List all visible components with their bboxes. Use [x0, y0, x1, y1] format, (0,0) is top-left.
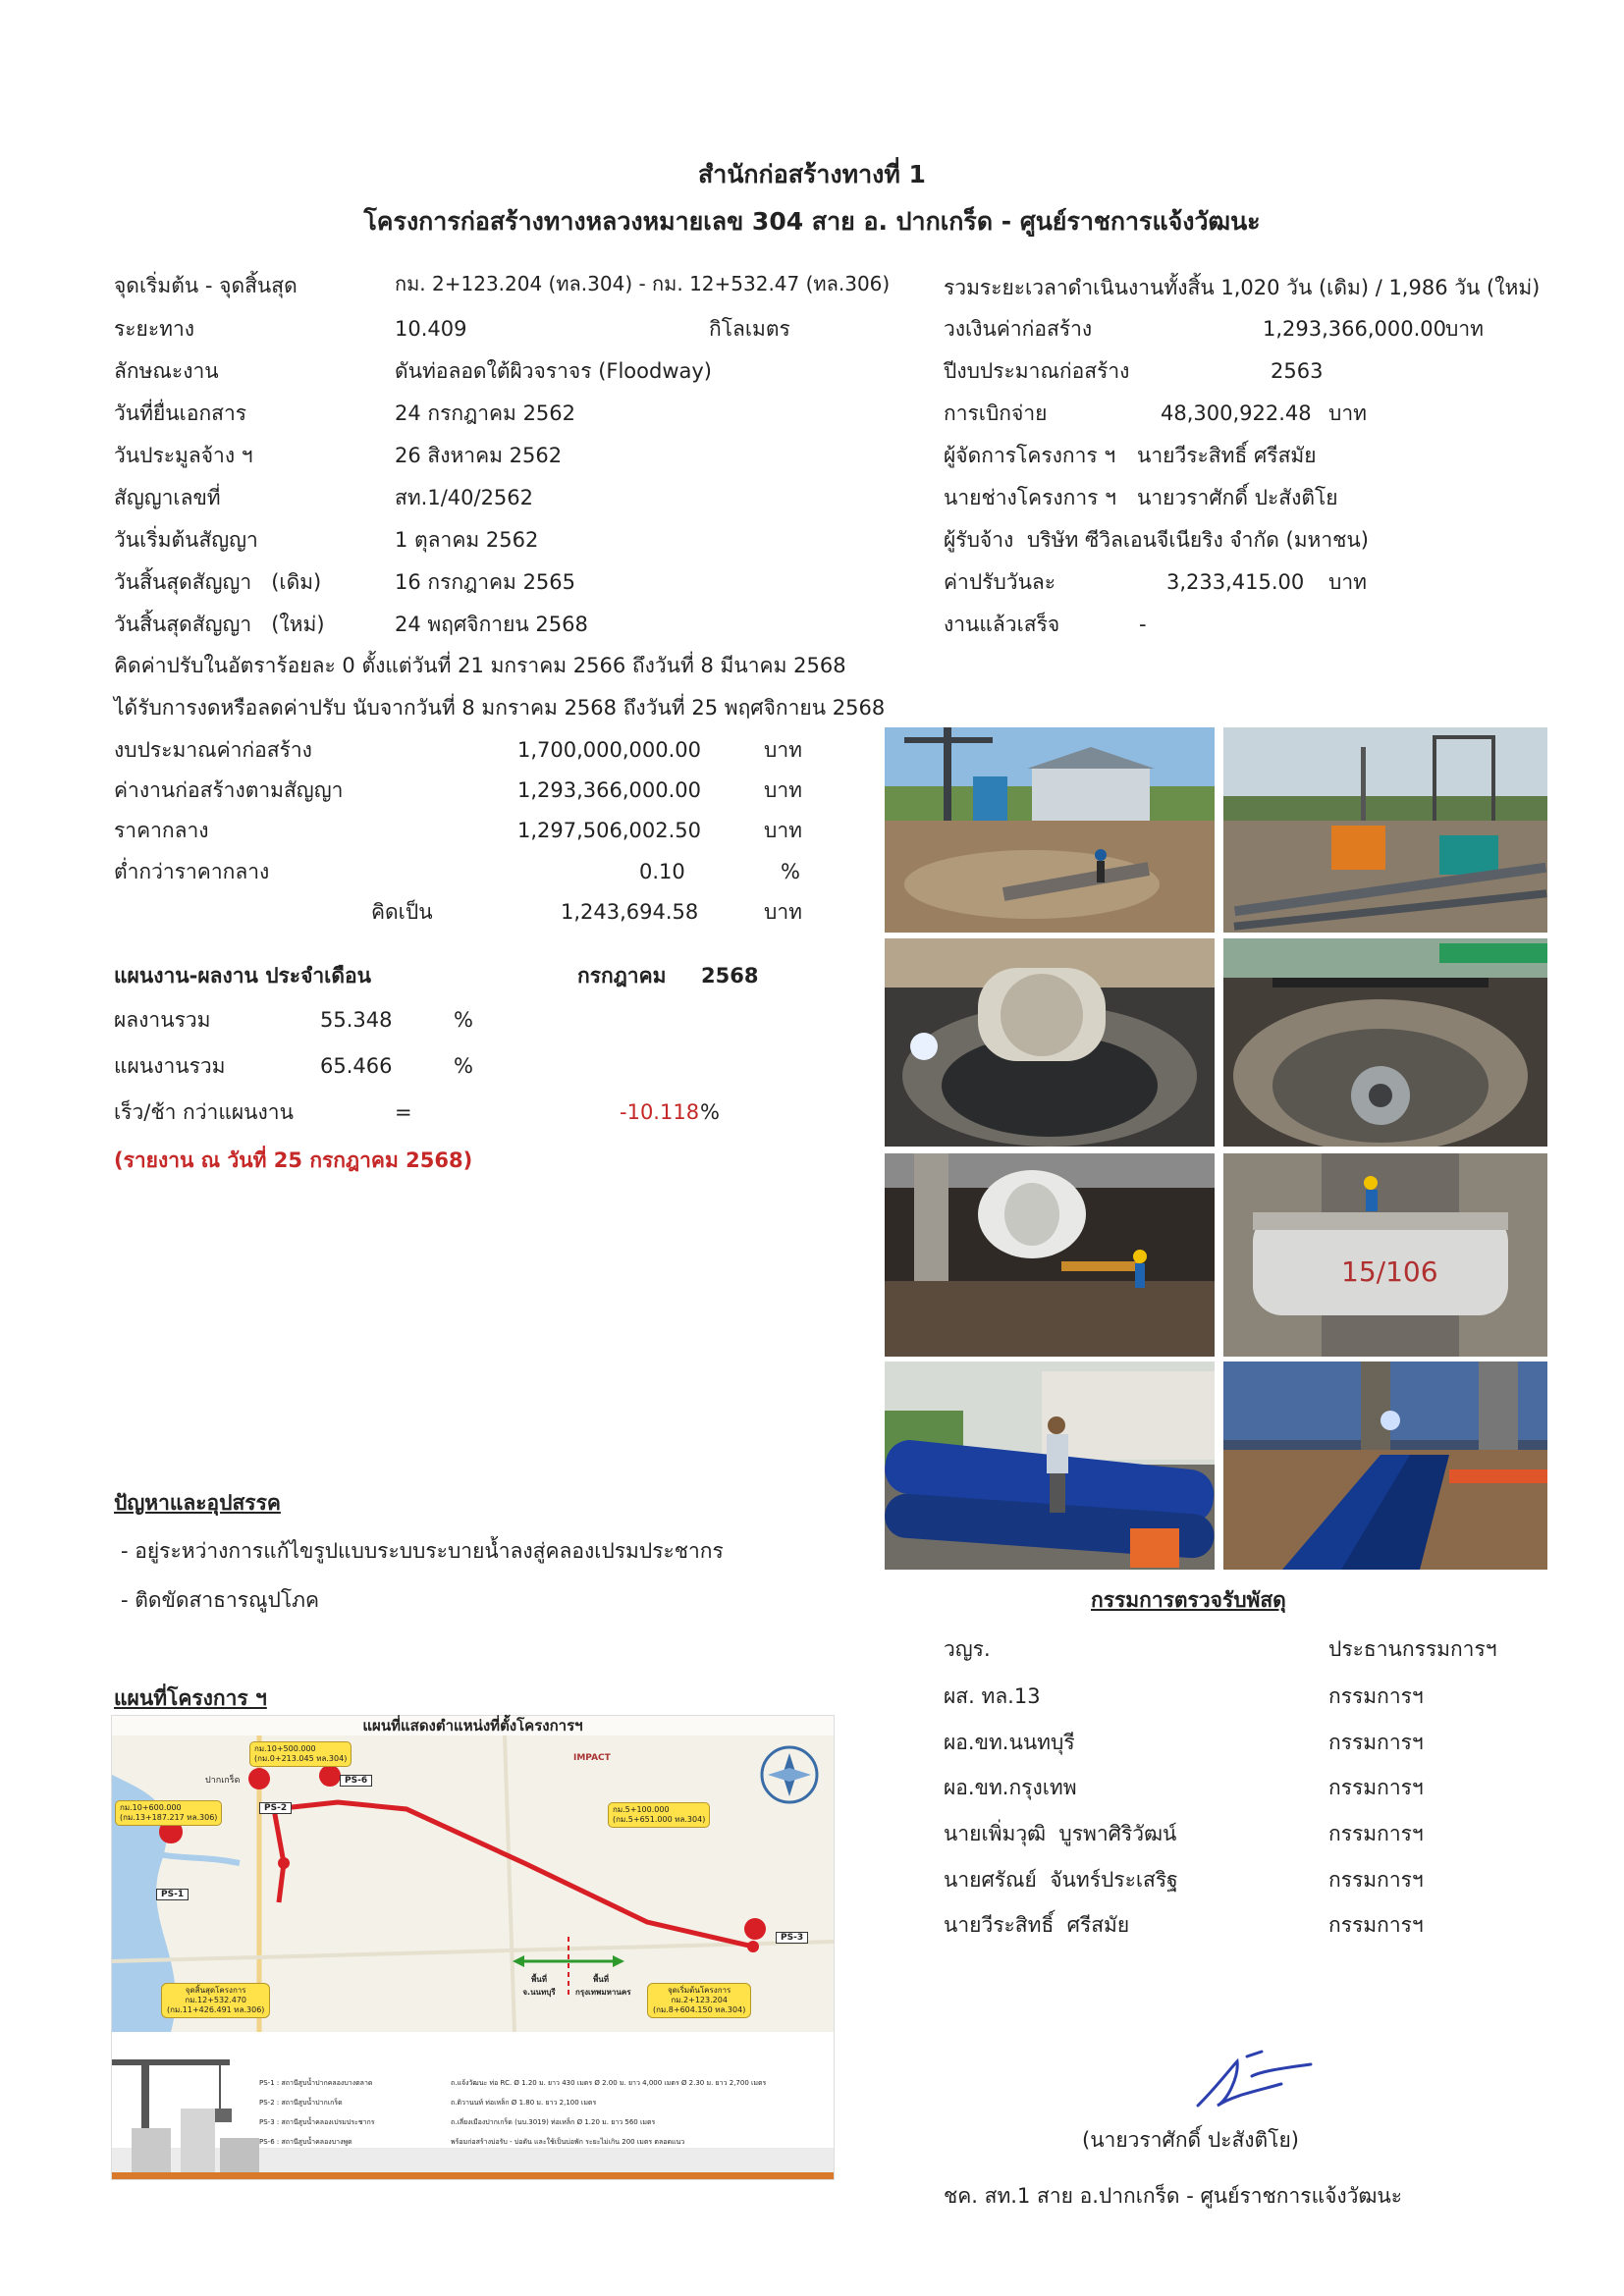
plan-unit: % — [454, 1054, 473, 1078]
signer-name: (นายวราศักดิ์ ปะสังติโย) — [1082, 2128, 1299, 2152]
contract-no-label: สัญญาเลขที่ — [114, 486, 221, 509]
daily-fine-unit: บาท — [1328, 570, 1367, 594]
diff-unit: % — [700, 1100, 720, 1124]
map-heading: แผนที่โครงการ ฯ — [114, 1686, 267, 1710]
completed-label: งานแล้วเสร็จ — [944, 613, 1060, 636]
ps3-label: PS-3 — [776, 1932, 808, 1944]
signer-position: ชค. สท.1 สาย อ.ปากเกร็ด - ศูนย์ราชการแจ้งวัฒนะ — [944, 2184, 1403, 2208]
member-name: ผส. ทล.13 — [944, 1684, 1041, 1708]
site-photo — [885, 1362, 1215, 1570]
diff-value: -10.118 — [620, 1100, 700, 1124]
engineer-value: นายวราศักดิ์ ปะสังติโย — [1137, 486, 1338, 509]
site-photo — [885, 938, 1215, 1147]
site-photo — [1223, 727, 1547, 933]
actual-label: ผลงานรวม — [114, 1008, 211, 1032]
note-item: ถ.แจ้งวัฒนะ ท่อ RC. Ø 1.20 ม. ยาว 430 เมตร Ø 2.00 ม. ยาว 4,000 เมตร Ø 2.30 ม. ยาว 2,700 เมตร — [451, 2079, 767, 2087]
ps2-label: PS-2 — [259, 1802, 292, 1814]
contractor-label: ผู้รับจ้าง — [944, 528, 1014, 552]
progress-heading: แผนงาน-ผลงาน ประจำเดือน — [114, 964, 371, 988]
member-role: กรรมการฯ — [1328, 1868, 1424, 1892]
duration-text: รวมระยะเวลาดำเนินงานทั้งสิ้น 1,020 วัน (เดิม) / 1,986 วัน (ใหม่) — [944, 276, 1541, 299]
progress-month: กรกฎาคม — [577, 964, 667, 988]
submit-date-value: 24 กรกฎาคม 2562 — [395, 401, 576, 425]
budget-row-unit: บาท — [764, 778, 802, 802]
submit-date-label: วันที่ยื่นเอกสาร — [114, 401, 247, 425]
callout-line: จุดเริ่มต้นโครงการ — [667, 1986, 731, 1995]
distance-label: ระยะทาง — [114, 317, 195, 341]
budget-row-label: งบประมาณค่าก่อสร้าง — [114, 738, 312, 762]
office-title: สำนักก่อสร้างทางที่ 1 — [698, 160, 926, 188]
callout-line: (กม.0+213.045 ทล.304) — [254, 1754, 348, 1763]
map-callout — [249, 1741, 352, 1767]
member-name: นายวีระสิทธิ์ ศรีสมัย — [944, 1913, 1130, 1937]
member-role: กรรมการฯ — [1328, 1776, 1424, 1799]
committee-heading: กรรมการตรวจรับพัสดุ — [1091, 1588, 1286, 1612]
signature-mark — [1188, 2047, 1316, 2120]
work-type-label: ลักษณะงาน — [114, 359, 219, 383]
area-label-left: พื้นที่ จ.นนทบุรี — [522, 1975, 556, 1997]
bid-date-value: 26 สิงหาคม 2562 — [395, 444, 563, 467]
area-label-right: พื้นที่ กรุงเทพมหานคร — [575, 1975, 631, 1997]
budget-unit: บาท — [1445, 317, 1484, 341]
plan-label: แผนงานรวม — [114, 1054, 226, 1078]
site-photo — [1223, 938, 1547, 1147]
map-callout — [115, 1800, 222, 1826]
budget-value: 1,293,366,000.00 — [1263, 317, 1447, 341]
contract-end-old-value: 16 กรกฎาคม 2565 — [395, 570, 576, 594]
report-date-note: (รายงาน ณ วันที่ 25 กรกฎาคม 2568) — [114, 1148, 473, 1172]
work-type-value: ดันท่อลอดใต้ผิวจราจร (Floodway) — [395, 359, 712, 383]
penalty-line-2: ได้รับการงดหรือลดค่าปรับ นับจากวันที่ 8 มกราคม 2568 ถึงวันที่ 25 พฤศจิกายน 2568 — [114, 696, 886, 720]
map-place-label: IMPACT — [573, 1753, 611, 1763]
member-role: กรรมการฯ — [1328, 1731, 1424, 1754]
actual-value: 55.348 — [320, 1008, 393, 1032]
budget-row-unit: บาท — [764, 900, 802, 924]
budget-label: วงเงินค่าก่อสร้าง — [944, 317, 1093, 341]
member-name: ผอ.ขท.นนทบุรี — [944, 1731, 1075, 1754]
budget-row-value: 0.10 — [639, 860, 685, 883]
member-role: กรรมการฯ — [1328, 1822, 1424, 1845]
map-legend — [259, 2073, 375, 2152]
completed-value: - — [1139, 613, 1147, 636]
budget-row-value: 1,700,000,000.00 — [517, 738, 702, 762]
map-callout — [647, 1983, 751, 2018]
disbursement-label: การเบิกจ่าย — [944, 401, 1048, 425]
project-map — [111, 1715, 835, 2180]
site-photo — [885, 727, 1215, 933]
member-role: ประธานกรรมการฯ — [1328, 1637, 1497, 1661]
actual-unit: % — [454, 1008, 473, 1032]
map-notes — [451, 2073, 766, 2152]
budget-row-label: ต่ำกว่าราคากลาง — [114, 860, 270, 883]
site-photo — [1223, 1153, 1547, 1357]
budget-row-unit: % — [781, 860, 800, 883]
ps1-label: PS-1 — [156, 1889, 189, 1900]
callout-line: (กม.5+651.000 ทล.304) — [613, 1815, 706, 1824]
contractor-value: บริษัท ซีวิลเอนจีเนียริง จำกัด (มหาชน) — [1027, 528, 1369, 552]
budget-row-unit: บาท — [764, 819, 802, 842]
callout-line: กม.10+600.000 — [120, 1803, 182, 1812]
start-end-value: กม. 2+123.204 (ทล.304) - กม. 12+532.47 (ทล.306) — [395, 272, 891, 295]
budget-row-unit: บาท — [764, 738, 802, 762]
member-role: กรรมการฯ — [1328, 1913, 1424, 1937]
contract-end-new-label: วันสิ้นสุดสัญญา (ใหม่) — [114, 613, 325, 636]
penalty-line-1: คิดค่าปรับในอัตราร้อยละ 0 ตั้งแต่วันที่ 21 มกราคม 2566 ถึงวันที่ 8 มีนาคม 2568 — [114, 654, 846, 677]
legend-item: PS-3 : สถานีสูบน้ำคลองเปรมประชากร — [259, 2118, 375, 2126]
site-photo — [885, 1153, 1215, 1357]
site-photo — [1223, 1362, 1547, 1570]
member-name: นายเพิ่มวุฒิ บูรพาศิริวัฒน์ — [944, 1822, 1177, 1845]
callout-line: จุดสิ้นสุดโครงการ — [185, 1986, 246, 1995]
legend-item: PS-2 : สถานีสูบน้ำปากเกร็ด — [259, 2099, 343, 2107]
daily-fine-label: ค่าปรับวันละ — [944, 570, 1056, 594]
bid-date-label: วันประมูลจ้าง ฯ — [114, 444, 253, 467]
member-name: นายศรัณย์ จันทร์ประเสริฐ — [944, 1868, 1178, 1892]
svg-text:15/106: 15/106 — [1341, 1255, 1438, 1288]
fiscal-year-value: 2563 — [1271, 359, 1324, 383]
diff-equals: = — [395, 1100, 412, 1124]
budget-row-value: 1,243,694.58 — [561, 900, 699, 924]
contract-start-label: วันเริ่มต้นสัญญา — [114, 528, 258, 552]
legend-item: PS-1 : สถานีสูบน้ำปากคลองบางตลาด — [259, 2079, 373, 2087]
callout-line: กม.10+500.000 — [254, 1744, 316, 1753]
distance-value: 10.409 — [395, 317, 467, 341]
contract-no-value: สท.1/40/2562 — [395, 486, 534, 509]
member-name: ผอ.ขท.กรุงเทพ — [944, 1776, 1077, 1799]
project-title: โครงการก่อสร้างทางหลวงหมายเลข 304 สาย อ. ปากเกร็ด - ศูนย์ราชการแจ้งวัฒนะ — [363, 207, 1261, 236]
engineer-label: นายช่างโครงการ ฯ — [944, 486, 1116, 509]
member-role: กรรมการฯ — [1328, 1684, 1424, 1708]
budget-row-value: 1,293,366,000.00 — [517, 778, 702, 802]
fiscal-year-label: ปีงบประมาณก่อสร้าง — [944, 359, 1130, 383]
progress-year: 2568 — [701, 964, 759, 988]
map-place-label: ปากเกร็ด — [205, 1776, 241, 1786]
callout-line: (กม.13+187.217 ทล.306) — [120, 1813, 218, 1822]
ps6-label: PS-6 — [340, 1775, 372, 1787]
callout-line: (กม.11+426.491 ทล.306) — [167, 2005, 265, 2014]
map-callout — [608, 1802, 710, 1828]
note-item: ถ.เลี่ยงเมืองปากเกร็ด (นบ.3019) ท่อเหล็ก Ø 1.20 ม. ยาว 560 เมตร — [451, 2118, 656, 2126]
problem-item: - ติดขัดสาธารณูปโภค — [121, 1588, 320, 1612]
pm-value: นายวีระสิทธิ์ ศรีสมัย — [1137, 444, 1317, 467]
contract-end-new-value: 24 พฤศจิกายน 2568 — [395, 613, 588, 636]
daily-fine-value: 3,233,415.00 — [1166, 570, 1305, 594]
contract-end-old-label: วันสิ้นสุดสัญญา (เดิม) — [114, 570, 322, 594]
budget-row-label: ราคากลาง — [114, 819, 209, 842]
plan-value: 65.466 — [320, 1054, 393, 1078]
legend-item: PS-6 : สถานีสูบน้ำคลองบางพูด — [259, 2138, 352, 2146]
member-name: วญร. — [944, 1637, 991, 1661]
budget-row-label: ค่างานก่อสร้างตามสัญญา — [114, 778, 344, 802]
callout-line: กม.2+123.204 — [671, 1996, 728, 2004]
callout-line: (กม.8+604.150 ทล.304) — [653, 2005, 746, 2014]
problem-item: - อยู่ระหว่างการแก้ไขรูปแบบระบบระบายน้ำลงสู่คลองเปรมประชากร — [121, 1539, 724, 1563]
start-end-label: จุดเริ่มต้น - จุดสิ้นสุด — [114, 274, 298, 297]
distance-unit: กิโลเมตร — [709, 317, 790, 341]
budget-row-label: คิดเป็น — [371, 900, 433, 924]
disbursement-value: 48,300,922.48 — [1161, 401, 1312, 425]
note-item: ถ.ติวานนท์ ท่อเหล็ก Ø 1.80 ม. ยาว 2,100 เมตร — [451, 2099, 597, 2107]
map-callout — [161, 1983, 270, 2018]
diff-label: เร็ว/ช้า กว่าแผนงาน — [114, 1100, 294, 1124]
map-title: แผนที่แสดงตำแหน่งที่ตั้งโครงการฯ — [362, 1717, 583, 1735]
contract-start-value: 1 ตุลาคม 2562 — [395, 528, 539, 552]
pm-label: ผู้จัดการโครงการ ฯ — [944, 444, 1116, 467]
disbursement-unit: บาท — [1328, 401, 1367, 425]
problems-heading: ปัญหาและอุปสรรค — [114, 1491, 281, 1515]
callout-line: กม.5+100.000 — [613, 1805, 670, 1814]
note-item: พร้อมก่อสร้างบ่อรับ - บ่อดัน และใช้เป็นบ่อพัก ระยะไม่เกิน 200 เมตร ตลอดแนว — [451, 2138, 685, 2146]
callout-line: กม.12+532.470 — [185, 1996, 247, 2004]
budget-row-value: 1,297,506,002.50 — [517, 819, 702, 842]
